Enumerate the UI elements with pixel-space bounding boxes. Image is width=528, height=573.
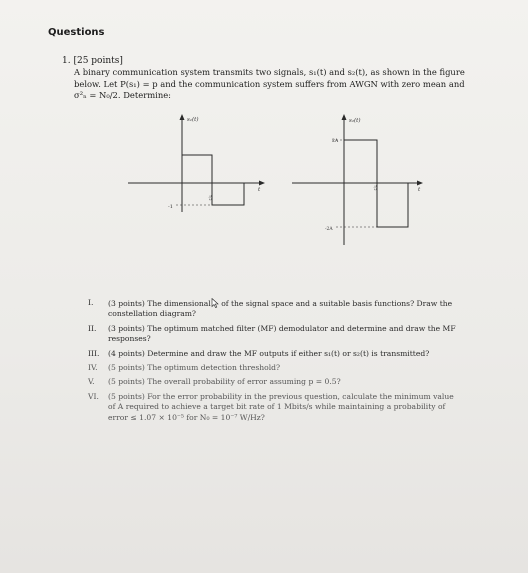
s1-y-arrow [180,114,185,120]
part-numeral: VI. [88,391,99,401]
s1-ylabel: s₁(t) [187,117,199,123]
part-numeral: II. [88,323,97,333]
question-points: [25 points] [73,56,123,66]
mouse-cursor-icon [211,298,219,308]
part-text-cont: of the signal space and a suitable basis functions? Draw the [218,299,453,308]
part-numeral: V. [88,377,95,387]
part-text: (3 points) The optimum matched filter (MF) demodulator and determine and draw the MF [108,323,456,333]
s1-waveform [182,155,244,205]
question-number-label: 1. [62,56,71,66]
part-item [88,349,468,359]
part-item [88,363,468,373]
intro-line: A binary communication system transmits two signals, s₁(t) and s₂(t), as shown in the figure [74,67,465,77]
part-item [88,392,468,423]
s2-y-arrow [342,114,347,120]
s1-minus-tick: -1 [168,204,173,210]
part-numeral: IV. [88,363,98,373]
s2-plus-tick: 2A [332,139,339,144]
s1-x-arrow [259,181,265,186]
part-item [88,377,468,387]
part-text-line2: responses? [108,334,151,344]
s2-minus-tick: -2A [325,227,333,232]
s2-x-arrow [417,181,423,186]
question-parts [88,298,468,427]
figure-s1 [128,114,265,212]
part-text: (5 points) The overall probability of error assuming p = 0.5? [108,377,341,387]
s2-step-label: T/2 [373,185,377,191]
part-text: (3 points) The dimensional [108,299,211,308]
part-numeral: I. [88,298,94,307]
section-heading: Questions [48,27,105,38]
part-item [88,324,468,345]
figure-s2 [292,114,423,245]
s1-step-label: T/2 [208,195,212,201]
s2-xlabel: t [418,187,421,193]
part-text-line3: error ≤ 1.07 × 10⁻⁵ for N₀ = 10⁻⁷ W/Hz? [108,412,265,422]
intro-line: σ²ₙ = N₀/2. Determine: [74,90,171,100]
part-text: (4 points) Determine and draw the MF outputs if either s₁(t) or s₂(t) is transmitted? [108,348,430,358]
part-item [88,298,468,320]
part-text: (5 points) For the error probability in the previous question, calculate the minimum value [108,391,454,401]
part-text: (5 points) The optimum detection threshold? [108,363,281,373]
s1-xlabel: t [258,187,261,193]
part-numeral: III. [88,348,100,358]
part-text-line2: constellation diagram? [108,309,197,319]
part-text-line2: of A required to achieve a target bit rate of 1 Mbits/s while maintaining a probability of [108,402,446,412]
intro-line: below. Let P(s₁) = p and the communication system suffers from AWGN with zero mean and [74,78,465,89]
s2-ylabel: s₂(t) [349,118,361,124]
